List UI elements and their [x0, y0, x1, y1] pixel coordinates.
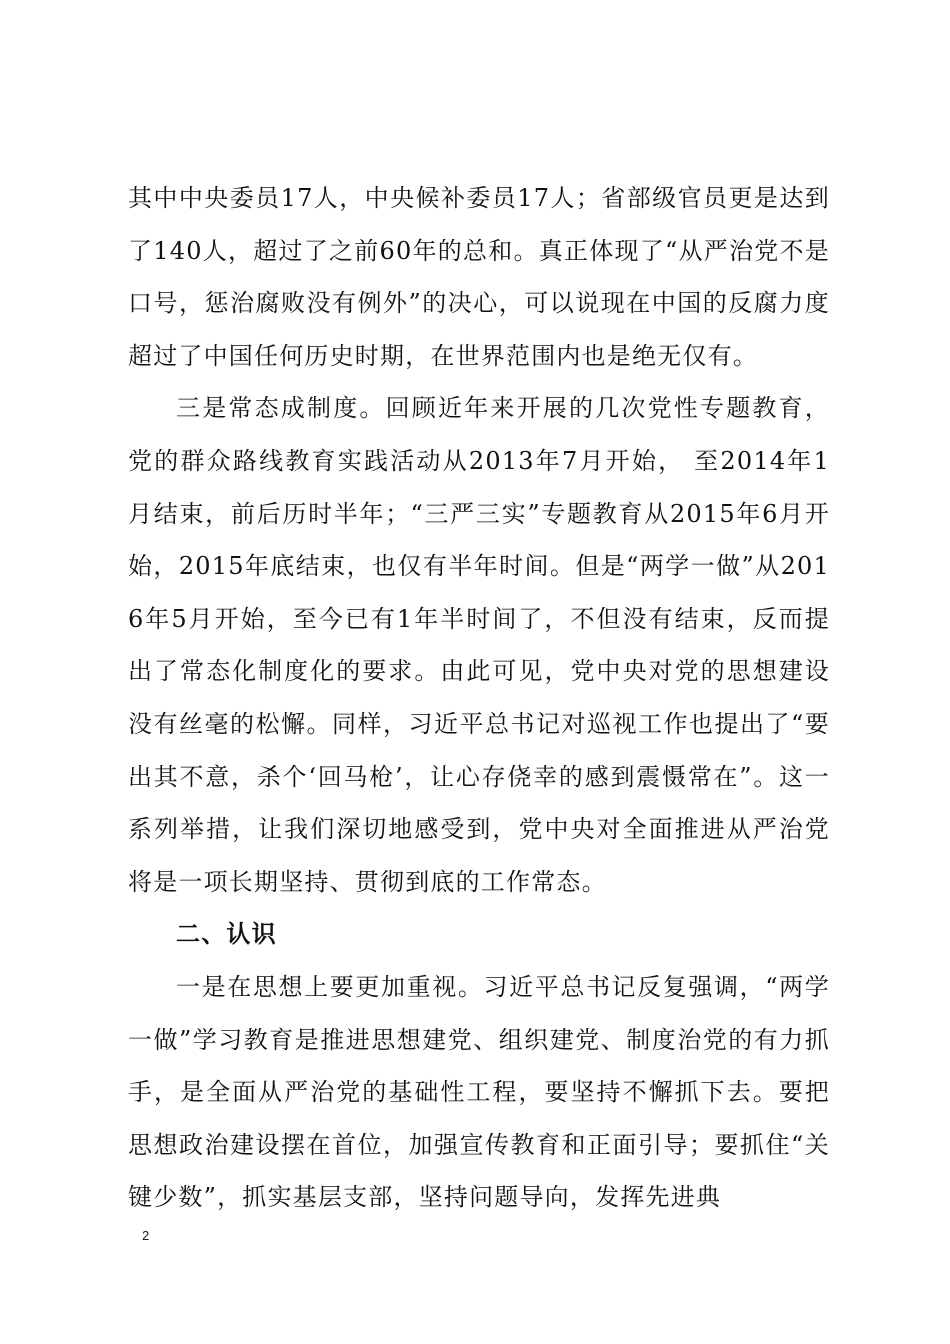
- section-heading: 二、认识: [176, 920, 277, 949]
- paragraph-continuation: 其中中央委员17人，中央候补委员17人；省部级官员更是达到了140人，超过了之前60年的总和。真正体现了“从严治党不是口号，惩治腐败没有例外”的决心，可以说现在中国的反腐力度超过了中国任何历史时期，在世界范围内也是绝无仅有。: [128, 184, 830, 370]
- document-body: [128, 172, 830, 1224]
- page-number: 2: [142, 1228, 150, 1243]
- paragraph-point-three: 三是常态成制度。回顾近年来开展的几次党性专题教育，党的群众路线教育实践活动从2013年7月开始， 至2014年1月结束，前后历时半年；“三严三实”专题教育从2015年6月开始，2015年底结束，也仅有半年时间。但是“两学一做”从2016年5月开始，至今已有1年半时间了，不但没有结束，反而提出了常态化制度化的要求。由此可见，党中央对党的思想建设没有丝毫的松懈。同样，习近平总书记对巡视工作也提出了“要出其不意，杀个‘回马枪’，让心存侥幸的感到震慑常在”。这一系列举措，让我们深切地感受到，党中央对全面推进从严治党将是一项长期坚持、贯彻到底的工作常态。: [128, 394, 830, 896]
- paragraph-point-one: 一是在思想上要更加重视。习近平总书记反复强调，“两学一做”学习教育是推进思想建党、组织建党、制度治党的有力抓手，是全面从严治党的基础性工程，要坚持不懈抓下去。要把思想政治建设摆在首位，加强宣传教育和正面引导；要抓住“关键少数”，抓实基层支部，坚持问题导向，发挥先进典: [128, 972, 830, 1212]
